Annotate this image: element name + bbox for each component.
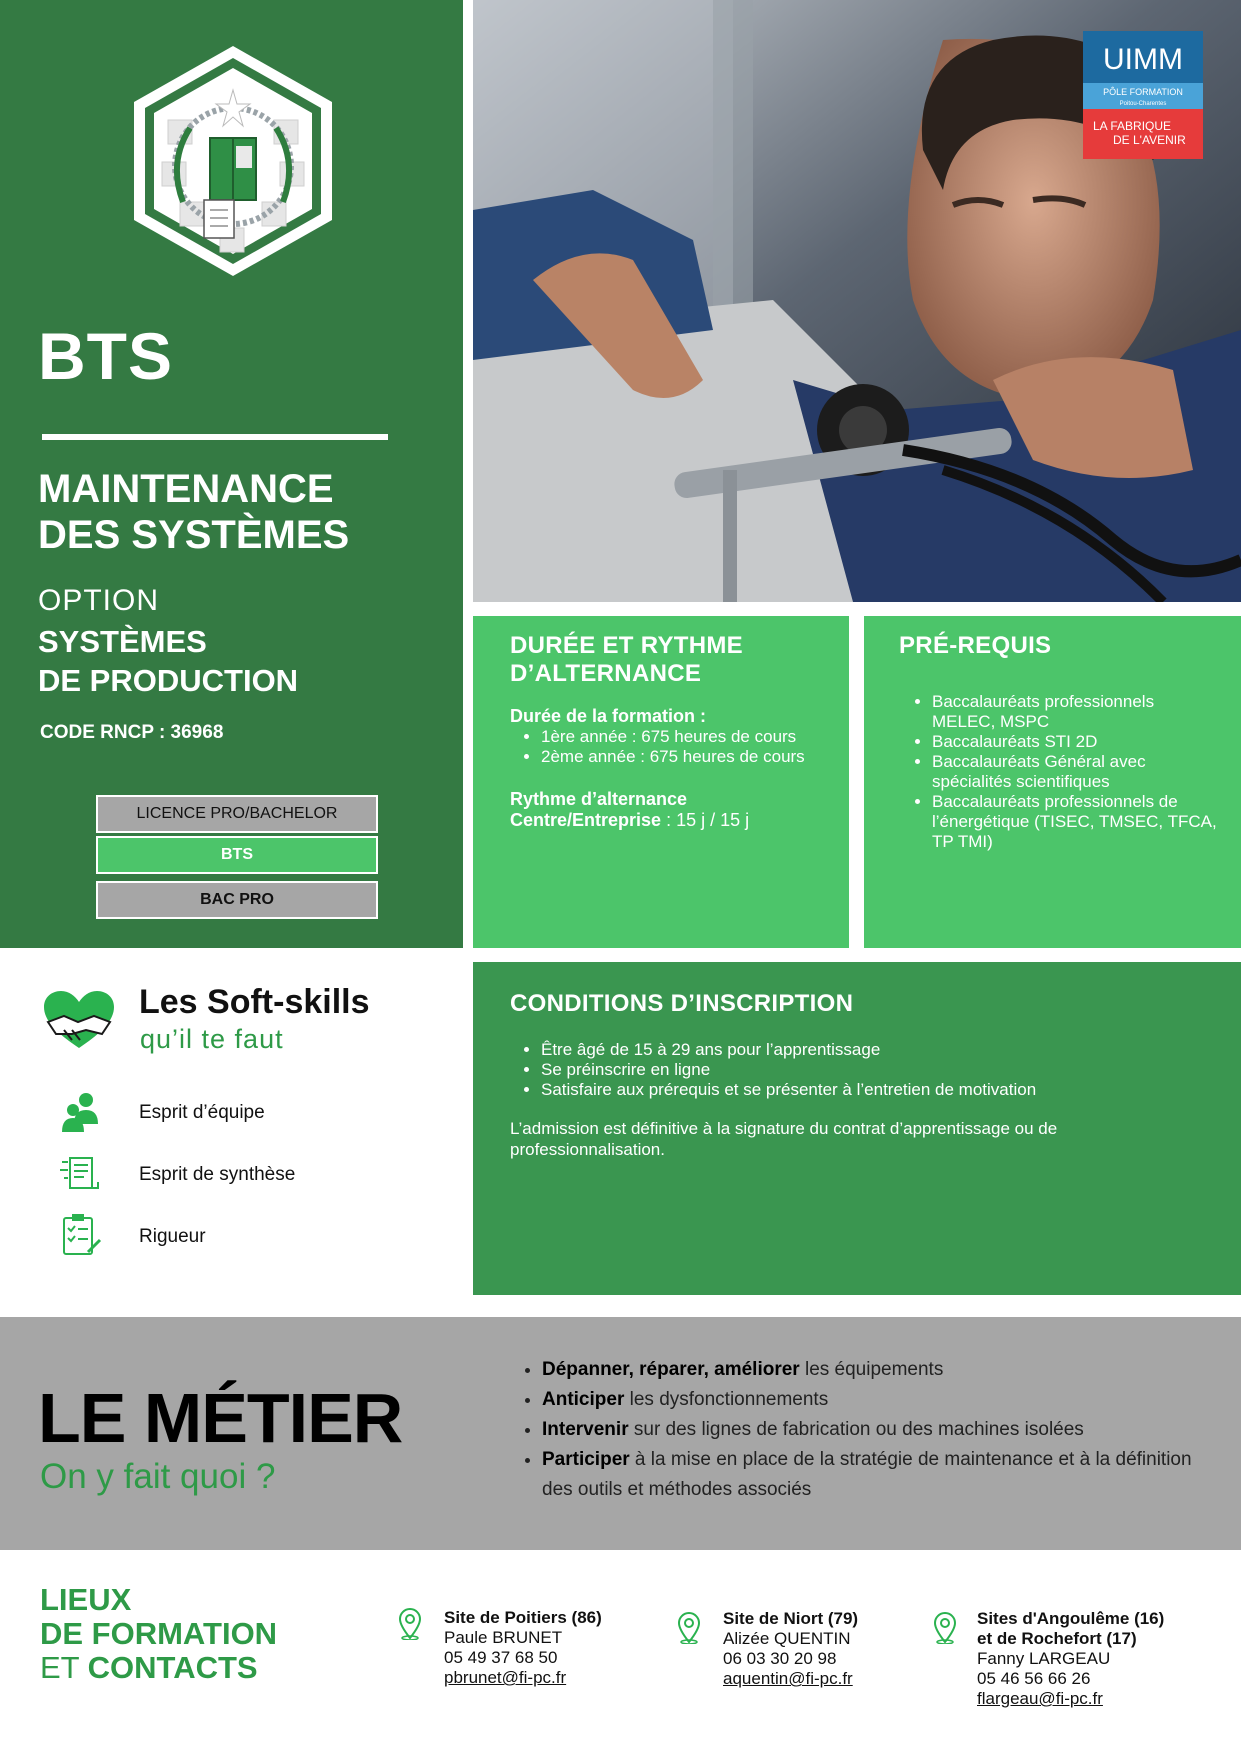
contact-name: Alizée QUENTIN (723, 1629, 851, 1648)
soft-skills-subtitle: qu’il te faut (140, 1024, 284, 1054)
duration-heading-line2: D’ALTERNANCE (510, 660, 702, 687)
checklist-icon (58, 1212, 104, 1258)
list-item-bold: Intervenir (542, 1419, 629, 1440)
rythme-label-line1: Rythme d’alternance (510, 789, 688, 809)
uimm-logo-name: UIMM (1103, 43, 1183, 76)
formation-title-line2: DES SYSTÈMES (38, 513, 350, 557)
list-item-text: sur des lignes de fabrication ou des machines isolées (628, 1419, 1084, 1440)
duration-subtitle: Durée de la formation : (510, 706, 707, 726)
heart-handshake-icon (42, 990, 116, 1052)
list-item: • 2ème année : 675 heures de cours (541, 747, 829, 767)
option-title (38, 622, 298, 700)
contact-niort (723, 1609, 858, 1689)
level-licence-pro-button[interactable]: LICENCE PRO/BACHELOR (96, 795, 378, 833)
list-item: • Satisfaire aux prérequis et se présenter à l’entretien de motivation (541, 1080, 1211, 1100)
prerequisites-heading: PRÉ-REQUIS (899, 632, 1052, 659)
uimm-logo (1083, 31, 1203, 159)
option-title-line1: SYSTÈMES (38, 624, 207, 659)
conditions-note: L’admission est définitive à la signature du contrat d’apprentissage ou de professionnalisation. (510, 1119, 1058, 1159)
uimm-logo-sub: PÔLE FORMATION (1103, 87, 1183, 97)
locations-title (40, 1583, 277, 1685)
level-title: BTS (38, 319, 173, 393)
skill-label-rigor: Rigueur (139, 1226, 206, 1247)
list-item (542, 1445, 1218, 1505)
formation-title-line1: MAINTENANCE (38, 467, 334, 511)
contact-poitiers (444, 1608, 602, 1688)
list-item: • Baccalauréats STI 2D (932, 732, 1221, 752)
list-item (542, 1385, 1218, 1415)
prerequisites-box (864, 616, 1241, 948)
contact-email-link[interactable]: aquentin@fi-pc.fr (723, 1669, 853, 1688)
bts-badge-emblem (128, 42, 338, 280)
level-bac-pro-button[interactable]: BAC PRO (96, 881, 378, 919)
list-item-bold: Dépanner, réparer, améliorer (542, 1359, 800, 1380)
metier-list (518, 1355, 1218, 1505)
list-item: • Baccalauréats professionnels MELEC, MSPC (932, 692, 1221, 732)
list-item (542, 1355, 1218, 1385)
rythme-value: : 15 j / 15 j (661, 810, 750, 830)
duration-box (473, 616, 849, 948)
list-item: • Baccalauréats Général avec spécialités scientifiques (932, 752, 1221, 792)
rythme-label-line2: Centre/Entreprise (510, 810, 662, 830)
conditions-list (510, 1040, 1211, 1100)
list-item: • Se préinscrire en ligne (541, 1060, 1211, 1080)
contact-site: Site de Niort (79) (723, 1609, 859, 1628)
list-item: • Baccalauréats professionnels de l’énergétique (TISEC, TMSEC, TFCA, TP TMI) (932, 792, 1221, 852)
contact-phone[interactable]: 06 03 30 20 98 (723, 1649, 837, 1668)
document-synthesis-icon (58, 1152, 104, 1198)
skill-label-team: Esprit d’équipe (139, 1102, 265, 1123)
metier-title: LE MÉTIER (38, 1379, 403, 1457)
location-pin-icon (677, 1612, 701, 1644)
list-item (542, 1415, 1218, 1445)
option-title-line2: DE PRODUCTION (38, 663, 299, 698)
list-item: • 1ère année : 675 heures de cours (541, 727, 829, 747)
conditions-heading: CONDITIONS D’INSCRIPTION (510, 990, 854, 1017)
contact-phone[interactable]: 05 46 56 66 26 (977, 1669, 1091, 1688)
duration-list (510, 727, 829, 767)
list-item-text: à la mise en place de la stratégie de maintenance et à la définition des outils et méthodes associés (542, 1449, 1192, 1500)
contact-phone[interactable]: 05 49 37 68 50 (444, 1648, 558, 1667)
locations-title-line1: LIEUX (40, 1582, 132, 1617)
contact-name: Fanny LARGEAU (977, 1649, 1111, 1668)
list-item-bold: Participer (542, 1449, 630, 1470)
title-divider (42, 434, 388, 440)
list-item: • Être âgé de 15 à 29 ans pour l’apprentissage (541, 1040, 1211, 1060)
location-pin-icon (933, 1612, 957, 1644)
list-item-text: les équipements (799, 1359, 944, 1380)
uimm-logo-tagline1: LA FABRIQUE (1093, 119, 1172, 133)
duration-heading-line1: DURÉE ET RYTHME (510, 632, 743, 659)
level-bts-button[interactable]: BTS (96, 836, 378, 874)
metier-subtitle: On y fait quoi ? (40, 1457, 276, 1496)
list-item-bold: Anticiper (542, 1389, 625, 1410)
skill-label-synthesis: Esprit de synthèse (139, 1164, 296, 1185)
list-item-text: les dysfonctionnements (624, 1389, 829, 1410)
duration-heading (510, 632, 829, 688)
soft-skills-title: Les Soft-skills (139, 983, 370, 1021)
locations-title-line3: CONTACTS (87, 1650, 258, 1685)
contact-site: et de Rochefort (17) (977, 1629, 1137, 1648)
prerequisites-list (901, 692, 1221, 852)
contact-site: Sites d'Angoulême (16) (977, 1609, 1165, 1628)
rncp-code: CODE RNCP : 36968 (40, 722, 224, 743)
formation-title (38, 466, 349, 558)
option-label: OPTION (38, 584, 160, 617)
locations-title-et: ET (40, 1650, 88, 1685)
contact-angouleme-rochefort (977, 1609, 1164, 1709)
conditions-box (473, 962, 1241, 1295)
uimm-logo-region: Poitou-Charentes (1119, 101, 1167, 107)
team-icon (58, 1090, 104, 1136)
contact-email-link[interactable]: pbrunet@fi-pc.fr (444, 1668, 567, 1687)
contact-email-link[interactable]: flargeau@fi-pc.fr (977, 1689, 1103, 1708)
location-pin-icon (398, 1608, 422, 1640)
uimm-logo-tagline2: DE L'AVENIR (1113, 133, 1186, 147)
contact-name: Paule BRUNET (444, 1628, 563, 1647)
rythme-text (510, 789, 829, 831)
locations-title-line2: DE FORMATION (40, 1616, 278, 1651)
contact-site: Site de Poitiers (86) (444, 1608, 602, 1627)
